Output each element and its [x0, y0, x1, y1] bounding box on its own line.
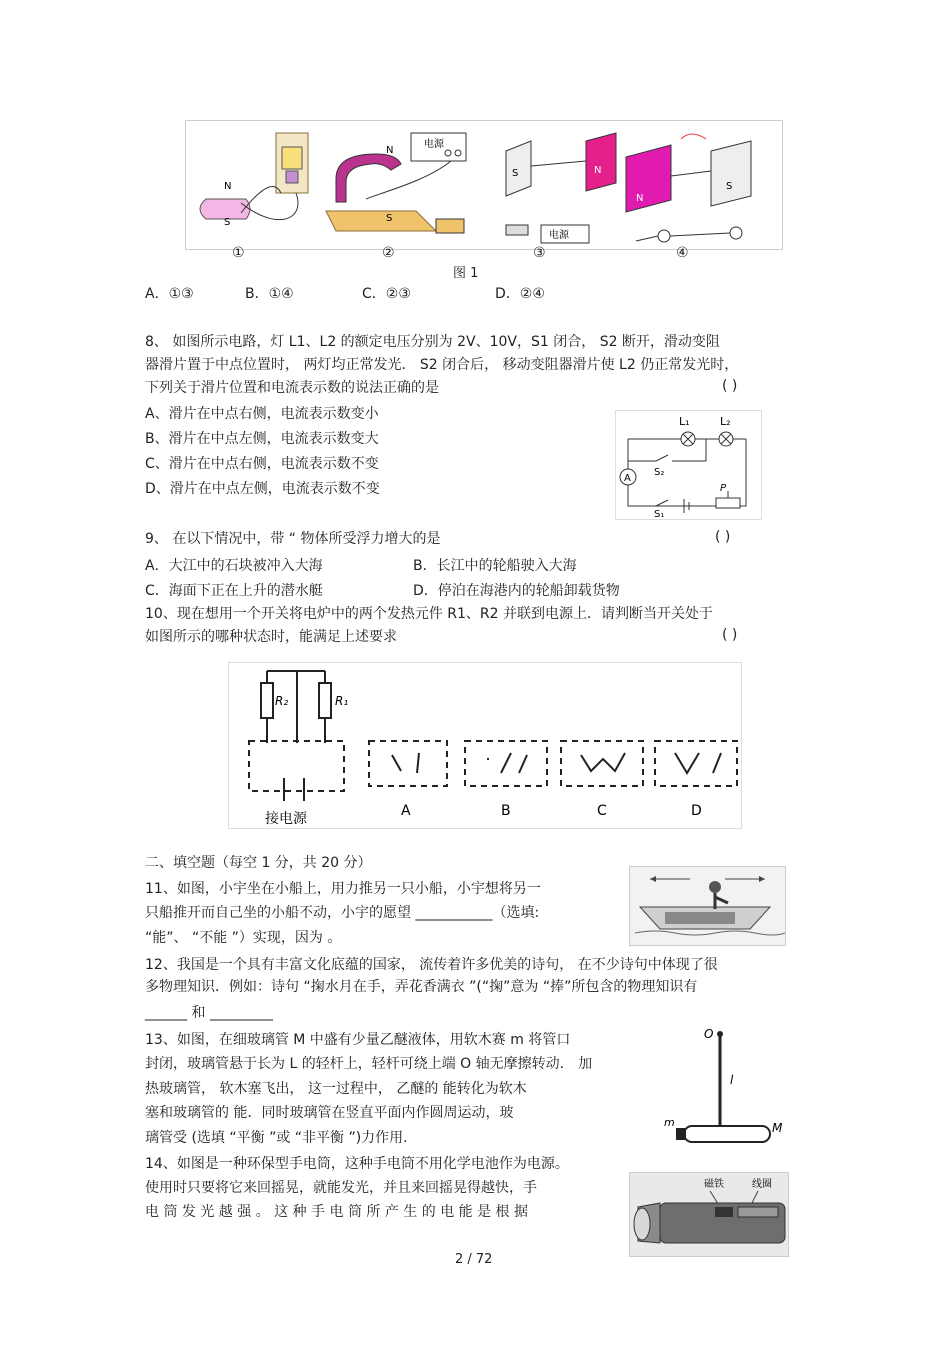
q8-option-d: D、滑片在中点左侧，电流表示数不变: [145, 481, 380, 497]
section-2-title: 二、填空题（每空 1 分，共 20 分）: [145, 855, 372, 871]
q7-choice-a: A．①③: [145, 286, 194, 302]
q9-option-b: B．长江中的轮船驶入大海: [413, 558, 577, 574]
q13-rod-figure: [660, 1024, 790, 1154]
q8-option-c: C、滑片在中点右侧，电流表示数不变: [145, 456, 379, 472]
q8-line-2: 器滑片置于中点位置时， 两灯均正常发光． S2 闭合后， 移动变阻器滑片使 L2 仍正常发光时，: [145, 357, 739, 373]
q14-line-2: 使用时只要将它来回摇晃，就能发光，并且来回摇晃得越快，手: [145, 1180, 537, 1196]
q10-switch-figure: [228, 662, 742, 829]
svg-text:S: S: [224, 217, 231, 228]
fig1-panel-3: [506, 133, 616, 243]
q8-line-1: 8、 如图所示电路，灯 L1、L2 的额定电压分别为 2V、10V，S1 闭合， S2 断开，滑动变阻: [145, 334, 720, 350]
svg-text:S₁: S₁: [654, 509, 665, 519]
svg-text:A: A: [401, 803, 411, 819]
svg-text:电源: 电源: [424, 139, 444, 150]
q14-flashlight-figure: [629, 1172, 789, 1257]
q8-circuit-figure: [615, 410, 762, 520]
svg-text:N: N: [224, 181, 232, 192]
q9-option-a: A．大江中的石块被冲入大海: [145, 558, 323, 574]
svg-text:M: M: [772, 1121, 783, 1135]
q10-option-a-switch: [369, 741, 447, 819]
svg-text:N: N: [594, 165, 602, 176]
q9-answer-paren: ( ): [715, 529, 731, 545]
q8-answer-paren: ( ): [722, 378, 738, 394]
q11-line-1: 11、如图，小宇坐在小船上，用力推另一只小船，小宇想将另一: [145, 881, 541, 897]
q10-option-d-switch: [655, 741, 737, 819]
q11-line-2: 只船推开而自己坐的小船不动，小宇的愿望 ___________（选填:: [145, 905, 540, 921]
q10-answer-paren: ( ): [722, 627, 738, 643]
svg-text:S: S: [512, 168, 519, 179]
q8-option-b: B、滑片在中点左侧，电流表示数变大: [145, 431, 379, 447]
q7-choice-d: D．②④: [495, 286, 545, 302]
fig1-caption: 图 1: [453, 266, 479, 281]
svg-text:S: S: [386, 213, 393, 224]
fig1-panel-4: [626, 134, 751, 242]
q7-choice-c: C．②③: [362, 286, 411, 302]
svg-text:接电源: 接电源: [265, 811, 307, 827]
svg-text:R₂: R₂: [275, 694, 289, 708]
svg-text:D: D: [691, 803, 702, 819]
q8-option-a: A、滑片在中点右侧，电流表示数变小: [145, 406, 379, 422]
q10-option-b-switch: [465, 741, 547, 819]
figure-1: [185, 120, 783, 250]
q10-line-2: 如图所示的哪种状态时，能满足上述要求: [145, 629, 397, 645]
svg-text:l: l: [730, 1073, 734, 1087]
svg-text:N: N: [386, 145, 394, 156]
q14-line-1: 14、如图是一种环保型手电筒，这种手电筒不用化学电池作为电源。: [145, 1156, 569, 1172]
svg-text:N: N: [636, 193, 644, 204]
q13-line-4: 塞和玻璃管的 能．同时玻璃管在竖直平面内作圆周运动，玻: [145, 1105, 514, 1121]
svg-text:S: S: [726, 181, 733, 192]
q10-option-c-switch: [561, 741, 643, 819]
svg-text:C: C: [597, 803, 607, 819]
q7-choice-b: B．①④: [245, 286, 294, 302]
q11-boat-figure: [629, 866, 786, 946]
q9-stem: 9、 在以下情况中，带 “ 物体所受浮力增大的是: [145, 531, 441, 547]
q9-option-c: C．海面下正在上升的潜水艇: [145, 583, 323, 599]
fig1-panel-2: [326, 133, 466, 233]
q8-line-3: 下列关于滑片位置和电流表示数的说法正确的是: [145, 380, 439, 396]
svg-text:电源: 电源: [549, 230, 569, 241]
q11-line-3: “能”、 “不能 ”）实现，因为 。: [145, 930, 342, 946]
svg-text:L₂: L₂: [720, 415, 731, 428]
fig1-panel-1: [200, 133, 308, 228]
fig1-label-2: ②: [382, 245, 395, 261]
svg-text:A: A: [624, 473, 631, 484]
svg-text:B: B: [501, 803, 511, 819]
svg-text:线圈: 线圈: [752, 1179, 772, 1190]
svg-text:磁铁: 磁铁: [704, 1179, 724, 1190]
svg-text:m: m: [664, 1116, 675, 1129]
q13-line-3: 热玻璃管， 软木塞飞出， 这一过程中， 乙醚的 能转化为软木: [145, 1081, 527, 1097]
figure-1-drawing: [186, 121, 782, 249]
svg-text:L₁: L₁: [679, 415, 690, 428]
fig1-label-4: ④: [676, 245, 689, 261]
q12-line-3: ______ 和 _________: [145, 1005, 273, 1021]
q13-line-5: 璃管受 (选填 “平衡 ”或 “非平衡 ”)力作用.: [145, 1130, 408, 1146]
svg-text:P: P: [720, 483, 727, 494]
fig1-label-3: ③: [533, 245, 546, 261]
fig1-label-1: ①: [232, 245, 245, 261]
q10-line-1: 10、现在想用一个开关将电炉中的两个发热元件 R1、R2 并联到电源上．请判断当开关处于: [145, 606, 713, 622]
q12-line-1: 12、我国是一个具有丰富文化底蕴的国家， 流传着许多优美的诗句， 在不少诗句中体现了很: [145, 957, 718, 973]
q12-line-2: 多物理知识．例如：诗句 “掬水月在手，弄花香满衣 ”(“掬”意为 “捧”所包含的物理知识有: [145, 979, 698, 995]
page-number: 2 / 72: [455, 1252, 493, 1267]
svg-text:O: O: [704, 1027, 714, 1041]
svg-text:R₁: R₁: [335, 694, 349, 708]
q14-line-3: 电 筒 发 光 越 强 。 这 种 手 电 筒 所 产 生 的 电 能 是 根 据: [145, 1204, 529, 1220]
svg-text:S₂: S₂: [654, 467, 665, 478]
q9-option-d: D．停泊在海港内的轮船卸载货物: [413, 583, 620, 599]
q13-line-1: 13、如图，在细玻璃管 M 中盛有少量乙醚液体，用软木赛 m 将管口: [145, 1032, 571, 1048]
q13-line-2: 封闭，玻璃管悬于长为 L 的轻杆上，轻杆可绕上端 O 轴无摩擦转动． 加: [145, 1056, 593, 1072]
